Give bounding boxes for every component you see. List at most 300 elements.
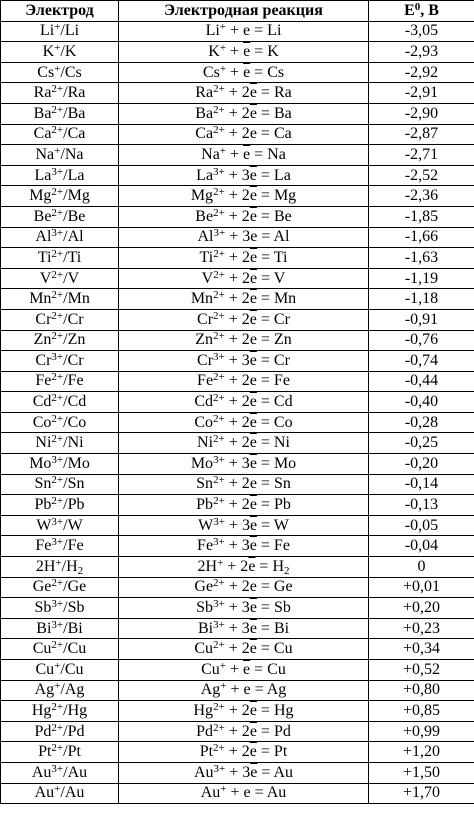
- formula-text: Ag: [200, 681, 221, 699]
- formula-text: = Zn: [256, 331, 292, 349]
- electrode-cell: [1, 289, 119, 310]
- formula-text: Na: [201, 145, 220, 163]
- reaction-cell: [119, 660, 369, 681]
- formula-text: +: [226, 145, 244, 163]
- formula-text: +: [226, 22, 244, 40]
- formula-sup: 3+: [213, 536, 225, 549]
- formula-text: /Au: [63, 763, 88, 781]
- table-row: [1, 351, 474, 372]
- electrode-cell: [1, 330, 119, 351]
- table-row: [1, 186, 474, 207]
- table-row: [1, 495, 474, 516]
- formula-text: Fe: [197, 537, 214, 555]
- formula-sup: 3+: [213, 762, 226, 775]
- formula-text: Pd: [196, 722, 214, 740]
- reaction-cell: [119, 474, 369, 495]
- electron-symbol: $\overline{e}$: [249, 537, 257, 555]
- formula-text: Ge: [194, 578, 214, 596]
- potential-cell: -2,71: [369, 145, 474, 166]
- electron-symbol: $\overline{e}$: [249, 310, 257, 328]
- electrode-cell: [1, 186, 119, 207]
- potential-cell: -0,91: [369, 309, 474, 330]
- electrode-cell: [1, 721, 119, 742]
- formula-text: 2H: [35, 557, 56, 575]
- formula-text: V: [201, 269, 214, 287]
- formula-text: = Ge: [256, 578, 293, 596]
- reaction-cell: [119, 598, 369, 619]
- potential-cell: 0: [369, 557, 474, 578]
- electrode-cell: [1, 268, 119, 289]
- electrode-cell: [1, 598, 119, 619]
- formula-text: = W: [257, 516, 289, 534]
- formula-text: Ca: [33, 125, 52, 143]
- header-electrode: Электрод: [1, 1, 119, 22]
- formula-text: /Pt: [63, 743, 81, 761]
- formula-text: Cr: [35, 351, 52, 369]
- formula-text: V: [39, 269, 52, 287]
- formula-text: Ti: [199, 248, 214, 266]
- formula-sup: +: [220, 783, 227, 796]
- reaction-cell: [119, 618, 369, 639]
- table-row: [1, 515, 474, 536]
- formula-text: Be: [195, 207, 214, 225]
- table-row: [1, 618, 474, 639]
- potential-cell: -0,44: [369, 371, 474, 392]
- electrode-cell: [1, 248, 119, 269]
- reaction-cell: [119, 330, 369, 351]
- potential-cell: -0,14: [369, 474, 474, 495]
- formula-text: Au: [193, 763, 214, 781]
- formula-text: /Zn: [63, 331, 86, 349]
- formula-text: /Be: [63, 207, 86, 225]
- reaction-cell: [119, 454, 369, 475]
- potential-cell: +0,34: [369, 639, 474, 660]
- formula-sup: 2+: [213, 700, 225, 713]
- formula-text: Au: [34, 784, 55, 802]
- table-row: [1, 268, 474, 289]
- formula-text: + 2: [224, 104, 250, 122]
- formula-text: Cr: [35, 310, 52, 328]
- potential-cell: -1,85: [369, 206, 474, 227]
- formula-text: Cs: [202, 63, 220, 81]
- electron-symbol: $\overline{e}$: [243, 63, 251, 81]
- potential-cell: -1,63: [369, 248, 474, 269]
- reaction-cell: [119, 186, 369, 207]
- formula-text: /Cu: [60, 660, 84, 678]
- formula-text: = V: [257, 269, 286, 287]
- formula-text: K: [208, 42, 220, 60]
- potential-cell: +0,99: [369, 721, 474, 742]
- formula-text: /Ge: [63, 578, 87, 596]
- formula-sub: 2: [284, 564, 290, 577]
- electrode-cell: [1, 701, 119, 722]
- formula-text: /La: [63, 166, 85, 184]
- formula-text: = Pb: [256, 496, 291, 514]
- table-row: [1, 680, 474, 701]
- formula-text: = Fe: [256, 537, 290, 555]
- formula-text: + 3: [224, 454, 250, 472]
- formula-text: + 2: [224, 743, 250, 761]
- formula-sup: 2+: [213, 309, 225, 322]
- formula-sup: 2+: [213, 495, 225, 508]
- potential-cell: -2,36: [369, 186, 474, 207]
- potential-cell: -1,66: [369, 227, 474, 248]
- potential-cell: -1,19: [369, 268, 474, 289]
- formula-text: /Ca: [63, 125, 86, 143]
- formula-text: Zn: [33, 331, 52, 349]
- table-row: [1, 536, 474, 557]
- formula-text: /Co: [63, 413, 87, 431]
- formula-text: = Ra: [256, 84, 292, 102]
- formula-sup: 2+: [51, 186, 64, 199]
- reaction-cell: [119, 515, 369, 536]
- electron-symbol: $\overline{e}$: [249, 269, 258, 287]
- formula-text: Bi: [36, 619, 52, 637]
- formula-text: +: [226, 660, 244, 678]
- electron-symbol: $\overline{e}$: [243, 660, 251, 678]
- formula-text: Cd: [194, 393, 214, 411]
- electrode-cell: [1, 783, 119, 804]
- table-row: [1, 371, 474, 392]
- electron-symbol: $\overline{e}$: [243, 42, 251, 60]
- formula-text: + 2: [224, 496, 250, 514]
- formula-sup: 2+: [51, 412, 64, 425]
- table-row: [1, 721, 474, 742]
- formula-text: = Cs: [250, 63, 285, 81]
- formula-text: = Au: [250, 784, 287, 802]
- potential-cell: -2,92: [369, 62, 474, 83]
- formula-text: + 3: [224, 351, 250, 369]
- formula-sup: +: [219, 659, 227, 672]
- formula-text: + 3: [224, 537, 250, 555]
- formula-sup: +: [219, 41, 227, 54]
- electrode-cell: [1, 557, 119, 578]
- formula-sup: 2+: [213, 124, 225, 137]
- formula-sup: 3+: [213, 227, 226, 240]
- potential-cell: -2,52: [369, 165, 474, 186]
- table-row: [1, 62, 474, 83]
- formula-text: +: [226, 784, 244, 802]
- formula-sup: 3+: [213, 453, 225, 466]
- electron-symbol: $\overline{e}$: [248, 557, 256, 575]
- formula-text: + 3: [224, 619, 250, 637]
- formula-text: Mg: [190, 187, 214, 205]
- formula-text: /Cr: [63, 310, 84, 328]
- formula-sup: 2+: [213, 412, 225, 425]
- table-row: [1, 145, 474, 166]
- formula-sub: 2: [77, 564, 84, 577]
- formula-sup: 2+: [213, 206, 225, 219]
- formula-text: + 3: [224, 516, 250, 534]
- reaction-cell: [119, 289, 369, 310]
- formula-text: /Pb: [63, 496, 85, 514]
- formula-text: /Ba: [63, 104, 86, 122]
- electron-symbol: $\overline{e}$: [249, 125, 257, 143]
- formula-text: = Mo: [256, 454, 297, 472]
- formula-text: La: [196, 166, 214, 184]
- formula-text: Fe: [197, 372, 214, 390]
- electron-symbol: $\overline{e}$: [249, 413, 257, 431]
- formula-text: 2H: [197, 557, 218, 575]
- potential-cell: -0,25: [369, 433, 474, 454]
- potential-cell: -2,91: [369, 83, 474, 104]
- formula-text: +: [226, 42, 244, 60]
- formula-text: = Be: [256, 207, 292, 225]
- table-row: [1, 330, 474, 351]
- reaction-cell: [119, 165, 369, 186]
- formula-text: = Li: [250, 22, 282, 40]
- formula-text: /Mn: [63, 290, 90, 308]
- reaction-cell: [119, 268, 369, 289]
- electrode-cell: [1, 165, 119, 186]
- reaction-cell: [119, 124, 369, 145]
- electrode-cell: [1, 742, 119, 763]
- electrode-cell: [1, 433, 119, 454]
- electrode-cell: [1, 618, 119, 639]
- formula-sup: +: [219, 21, 227, 34]
- formula-text: Mn: [190, 290, 214, 308]
- formula-sup: 3+: [51, 165, 64, 178]
- formula-text: Cu: [201, 660, 220, 678]
- formula-text: + 2: [224, 290, 250, 308]
- formula-text: Al: [35, 228, 52, 246]
- table-row: [1, 124, 474, 145]
- electron-symbol: $\overline{e}$: [249, 516, 258, 534]
- formula-text: Ba: [195, 104, 214, 122]
- formula-sup: +: [55, 556, 62, 569]
- formula-text: Zn: [195, 331, 214, 349]
- formula-sup: 3+: [213, 598, 225, 611]
- table-row: [1, 165, 474, 186]
- reaction-cell: [119, 495, 369, 516]
- electrode-cell: [1, 392, 119, 413]
- formula-text: = Co: [256, 413, 293, 431]
- formula-text: = Pd: [256, 722, 291, 740]
- reaction-cell: [119, 433, 369, 454]
- reaction-cell: [119, 21, 369, 42]
- formula-sup: 2+: [51, 83, 64, 96]
- formula-text: Sb: [196, 599, 214, 617]
- formula-text: + 2: [224, 207, 250, 225]
- table-row: [1, 474, 474, 495]
- formula-text: = Sb: [256, 599, 291, 617]
- electrode-cell: [1, 412, 119, 433]
- table-row: [1, 433, 474, 454]
- reaction-cell: [119, 392, 369, 413]
- formula-sup: 2+: [213, 330, 225, 343]
- formula-text: + 2: [224, 578, 250, 596]
- formula-text: = Cr: [256, 310, 290, 328]
- header-reaction: Электродная реакция: [119, 1, 369, 22]
- formula-text: /Cs: [60, 63, 82, 81]
- formula-sup: 2+: [213, 186, 225, 199]
- electrode-cell: [1, 536, 119, 557]
- formula-sup: 2+: [51, 495, 64, 508]
- formula-sup: 2+: [51, 721, 64, 734]
- formula-text: Mo: [190, 454, 214, 472]
- reaction-cell: [119, 42, 369, 63]
- formula-text: = Ca: [256, 125, 292, 143]
- reaction-cell: [119, 783, 369, 804]
- formula-text: Pt: [199, 743, 214, 761]
- formula-text: /Sb: [63, 599, 85, 617]
- formula-text: = Cr: [256, 351, 290, 369]
- formula-text: + 2: [224, 372, 250, 390]
- electron-symbol: $\overline{e}$: [249, 701, 257, 719]
- electron-symbol: $\overline{e}$: [249, 722, 257, 740]
- formula-text: = Mg: [256, 187, 297, 205]
- formula-text: Au: [200, 784, 221, 802]
- formula-sup: +: [219, 144, 227, 157]
- potential-cell: +0,80: [369, 680, 474, 701]
- formula-sup: 2+: [51, 103, 64, 116]
- reaction-cell: [119, 721, 369, 742]
- potential-cell: -2,90: [369, 103, 474, 124]
- electron-symbol: $\overline{e}$: [249, 475, 257, 493]
- formula-text: Al: [197, 228, 214, 246]
- electron-symbol: $\overline{e}$: [243, 22, 251, 40]
- formula-text: /Cd: [63, 393, 87, 411]
- formula-text: /Bi: [63, 619, 83, 637]
- formula-text: = Bi: [256, 619, 290, 637]
- electrode-cell: [1, 660, 119, 681]
- formula-sup: +: [54, 62, 61, 75]
- formula-text: /Mo: [63, 454, 90, 472]
- electron-symbol: $\overline{e}$: [249, 331, 257, 349]
- electrode-cell: [1, 371, 119, 392]
- formula-text: Sn: [196, 475, 214, 493]
- reaction-cell: [119, 577, 369, 598]
- electrode-cell: [1, 474, 119, 495]
- table-row: [1, 103, 474, 124]
- formula-sup: 2+: [51, 700, 64, 713]
- reaction-cell: [119, 206, 369, 227]
- formula-text: Mn: [29, 290, 52, 308]
- potential-cell: +0,20: [369, 598, 474, 619]
- formula-text: /K: [60, 42, 77, 60]
- reaction-cell: [119, 227, 369, 248]
- formula-text: /Au: [60, 784, 85, 802]
- electrode-cell: [1, 495, 119, 516]
- reaction-cell: [119, 62, 369, 83]
- electrode-cell: [1, 309, 119, 330]
- formula-sup: 2+: [213, 289, 225, 302]
- formula-text: Ca: [195, 125, 214, 143]
- electron-symbol: $\overline{e}$: [250, 228, 258, 246]
- potential-cell: -0,20: [369, 454, 474, 475]
- formula-text: Pb: [34, 496, 52, 514]
- potential-cell: -0,76: [369, 330, 474, 351]
- formula-sup: 3+: [213, 165, 225, 178]
- potential-cell: -0,28: [369, 412, 474, 433]
- formula-text: +: [226, 63, 244, 81]
- formula-text: = Pt: [256, 743, 288, 761]
- formula-sup: 2+: [213, 247, 225, 260]
- electrode-cell: [1, 454, 119, 475]
- reaction-cell: [119, 103, 369, 124]
- electron-symbol: $\overline{e}$: [249, 104, 257, 122]
- reaction-cell: [119, 145, 369, 166]
- potential-cell: -2,87: [369, 124, 474, 145]
- formula-text: Pd: [34, 722, 52, 740]
- formula-sup: 2+: [51, 289, 64, 302]
- formula-text: K: [42, 42, 55, 60]
- table-header: [1, 1, 474, 22]
- formula-sup: 2+: [213, 577, 225, 590]
- formula-text: Ti: [37, 248, 52, 266]
- electron-symbol: $\overline{e}$: [249, 290, 257, 308]
- formula-text: = H: [255, 557, 284, 575]
- formula-text: + 2: [224, 640, 250, 658]
- formula-sup: 2+: [51, 433, 64, 446]
- electron-symbol: $\overline{e}$: [249, 248, 258, 266]
- electrode-cell: [1, 351, 119, 372]
- formula-sup: 3+: [51, 762, 64, 775]
- formula-text: Ge: [32, 578, 52, 596]
- formula-sup: 2+: [213, 392, 225, 405]
- formula-text: Co: [194, 413, 214, 431]
- header-row: [1, 1, 474, 22]
- formula-text: Hg: [31, 701, 52, 719]
- formula-text: Li: [205, 22, 220, 40]
- electrode-cell: [1, 515, 119, 536]
- formula-text: = La: [256, 166, 291, 184]
- reaction-cell: [119, 639, 369, 660]
- formula-text: + 2: [224, 331, 250, 349]
- formula-sup: 2+: [213, 742, 225, 755]
- electron-symbol: $\overline{e}$: [249, 640, 257, 658]
- table-row: [1, 83, 474, 104]
- table-row: [1, 227, 474, 248]
- formula-text: Cr: [197, 310, 214, 328]
- electron-symbol: $\overline{e}$: [249, 166, 257, 184]
- formula-text: Cd: [32, 393, 52, 411]
- table-row: [1, 783, 474, 804]
- formula-sup: +: [219, 62, 227, 75]
- formula-sup: 2+: [51, 474, 64, 487]
- formula-sup: 2+: [51, 124, 64, 137]
- potential-cell: -0,05: [369, 515, 474, 536]
- reaction-cell: [119, 248, 369, 269]
- formula-text: Ni: [35, 434, 52, 452]
- formula-text: Pb: [196, 496, 214, 514]
- formula-sup: 2+: [213, 639, 225, 652]
- table-row: [1, 248, 474, 269]
- electron-symbol: $\overline{e}$: [249, 454, 257, 472]
- formula-text: /H: [61, 557, 78, 575]
- table-row: [1, 598, 474, 619]
- formula-text: /Na: [60, 145, 84, 163]
- electrode-cell: [1, 206, 119, 227]
- formula-sup: 3+: [213, 515, 225, 528]
- formula-sup: 2+: [213, 474, 225, 487]
- formula-text: + 2: [224, 701, 250, 719]
- potential-cell: -3,05: [369, 21, 474, 42]
- table-row: [1, 639, 474, 660]
- formula-text: Ba: [33, 104, 52, 122]
- reaction-cell: [119, 742, 369, 763]
- formula-text: Cr: [197, 351, 214, 369]
- formula-text: Ni: [197, 434, 214, 452]
- reaction-cell: [119, 762, 369, 783]
- formula-text: /Sn: [63, 475, 85, 493]
- electron-symbol: $\overline{e}$: [249, 207, 257, 225]
- formula-text: /V: [63, 269, 80, 287]
- formula-sup: 2+: [51, 577, 64, 590]
- formula-text: /Mg: [63, 187, 90, 205]
- formula-sup: +: [220, 680, 227, 693]
- formula-text: W: [198, 516, 214, 534]
